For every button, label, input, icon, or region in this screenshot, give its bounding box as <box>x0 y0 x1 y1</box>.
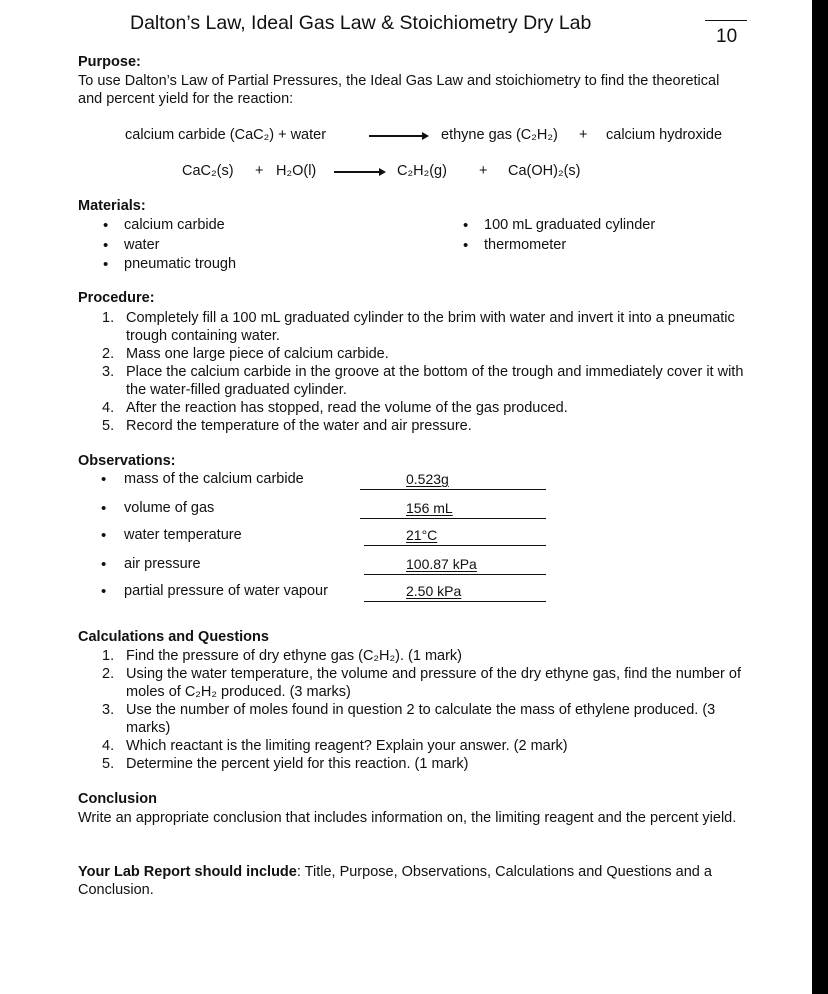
materials-heading: Materials: <box>78 198 146 214</box>
observation-label: air pressure <box>124 556 201 572</box>
observation-label: volume of gas <box>124 500 215 516</box>
procedure-list <box>80 309 760 435</box>
conclusion-text: Write an appropriate conclusion that includes information on, the limiting reagent and the percent yield. <box>78 810 737 826</box>
material-item: • pneumatic trough <box>100 255 236 275</box>
observation-label: partial pressure of water vapour <box>124 583 328 599</box>
chem-eq-arrow <box>334 171 384 173</box>
calculations-list <box>80 647 752 773</box>
procedure-step: 5. Record the temperature of the water and air pressure. <box>102 418 472 434</box>
materials-list-right <box>460 216 655 255</box>
observation-value: 2.50 kPa <box>406 583 462 599</box>
word-eq-product2: calcium hydroxide <box>606 127 723 143</box>
observation-row: • mass of the calcium carbide 0.523g <box>98 471 558 493</box>
chem-eq-product1: C₂H₂(g) <box>397 163 447 179</box>
observation-row: • water temperature 21°C <box>98 527 558 549</box>
observation-row: • volume of gas 156 mL <box>98 500 558 522</box>
observations-heading: Observations: <box>78 453 176 469</box>
question-item: 5. Determine the percent yield for this reaction. (1 mark) <box>102 756 469 772</box>
observation-value: 21°C <box>406 527 438 543</box>
purpose-heading: Purpose: <box>78 54 141 70</box>
question-item: 4. Which reactant is the limiting reagent? Explain your answer. (2 mark) <box>102 738 568 754</box>
material-item: • water <box>100 236 236 256</box>
chem-eq-product2: Ca(OH)₂(s) <box>508 163 581 179</box>
page-title: Dalton’s Law, Ideal Gas Law & Stoichiometry Dry Lab <box>130 12 592 34</box>
chem-eq-plus2: + <box>479 163 488 179</box>
observation-label: water temperature <box>124 527 242 543</box>
chem-eq-reactant1: CaC₂(s) <box>182 163 234 179</box>
report-label: Your Lab Report should include <box>78 864 297 880</box>
material-item: • calcium carbide <box>100 216 236 236</box>
procedure-step: 1. Completely fill a 100 mL graduated cylinder to the brim with water and invert it into a pneumatic trough containing water. <box>102 310 735 344</box>
score-line <box>705 20 747 21</box>
material-item: • thermometer <box>460 236 655 256</box>
procedure-step: 2. Mass one large piece of calcium carbide. <box>102 346 389 362</box>
procedure-step: 3. Place the calcium carbide in the groove at the bottom of the trough and immediately cover it with the water-filled graduated cylinder. <box>102 364 744 398</box>
question-item: 1. Find the pressure of dry ethyne gas (C₂H₂). (1 mark) <box>102 648 463 664</box>
question-item: 3. Use the number of moles found in question 2 to calculate the mass of ethylene produced. (3 marks) <box>102 702 716 736</box>
observation-row: • partial pressure of water vapour 2.50 kPa <box>98 583 558 605</box>
materials-list-left <box>100 216 236 275</box>
word-eq-product1: ethyne gas (C₂H₂) <box>441 127 558 143</box>
observation-label: mass of the calcium carbide <box>124 471 304 487</box>
conclusion-heading: Conclusion <box>78 791 157 807</box>
report-requirements <box>78 863 738 899</box>
observation-value: 100.87 kPa <box>406 556 477 572</box>
observation-value: 156 mL <box>406 500 453 516</box>
score-value: 10 <box>716 26 738 47</box>
word-eq-arrow <box>369 135 427 137</box>
procedure-step: 4. After the reaction has stopped, read the volume of the gas produced. <box>102 400 568 416</box>
word-eq-reactants: calcium carbide (CaC₂) + water <box>125 127 327 143</box>
word-eq-plus: + <box>579 127 588 143</box>
chem-eq-reactant2: H₂O(l) <box>276 163 317 179</box>
purpose-text: To use Dalton’s Law of Partial Pressures, the Ideal Gas Law and stoichiometry to find the theoretical and percent yield for the reaction: <box>78 73 720 107</box>
observation-row: • air pressure 100.87 kPa <box>98 556 558 578</box>
chem-eq-plus1: + <box>255 163 264 179</box>
question-item: 2. Using the water temperature, the volume and pressure of the dry ethyne gas, find the number of moles of C₂H₂ produced. (3 marks) <box>102 666 741 700</box>
material-item: • 100 mL graduated cylinder <box>460 216 655 236</box>
report-text: : Title, Purpose, Observations, Calculations and Questions and a Conclusion. <box>78 864 712 898</box>
calculations-heading: Calculations and Questions <box>78 629 269 645</box>
procedure-heading: Procedure: <box>78 290 155 306</box>
observation-value: 0.523g <box>406 471 449 487</box>
